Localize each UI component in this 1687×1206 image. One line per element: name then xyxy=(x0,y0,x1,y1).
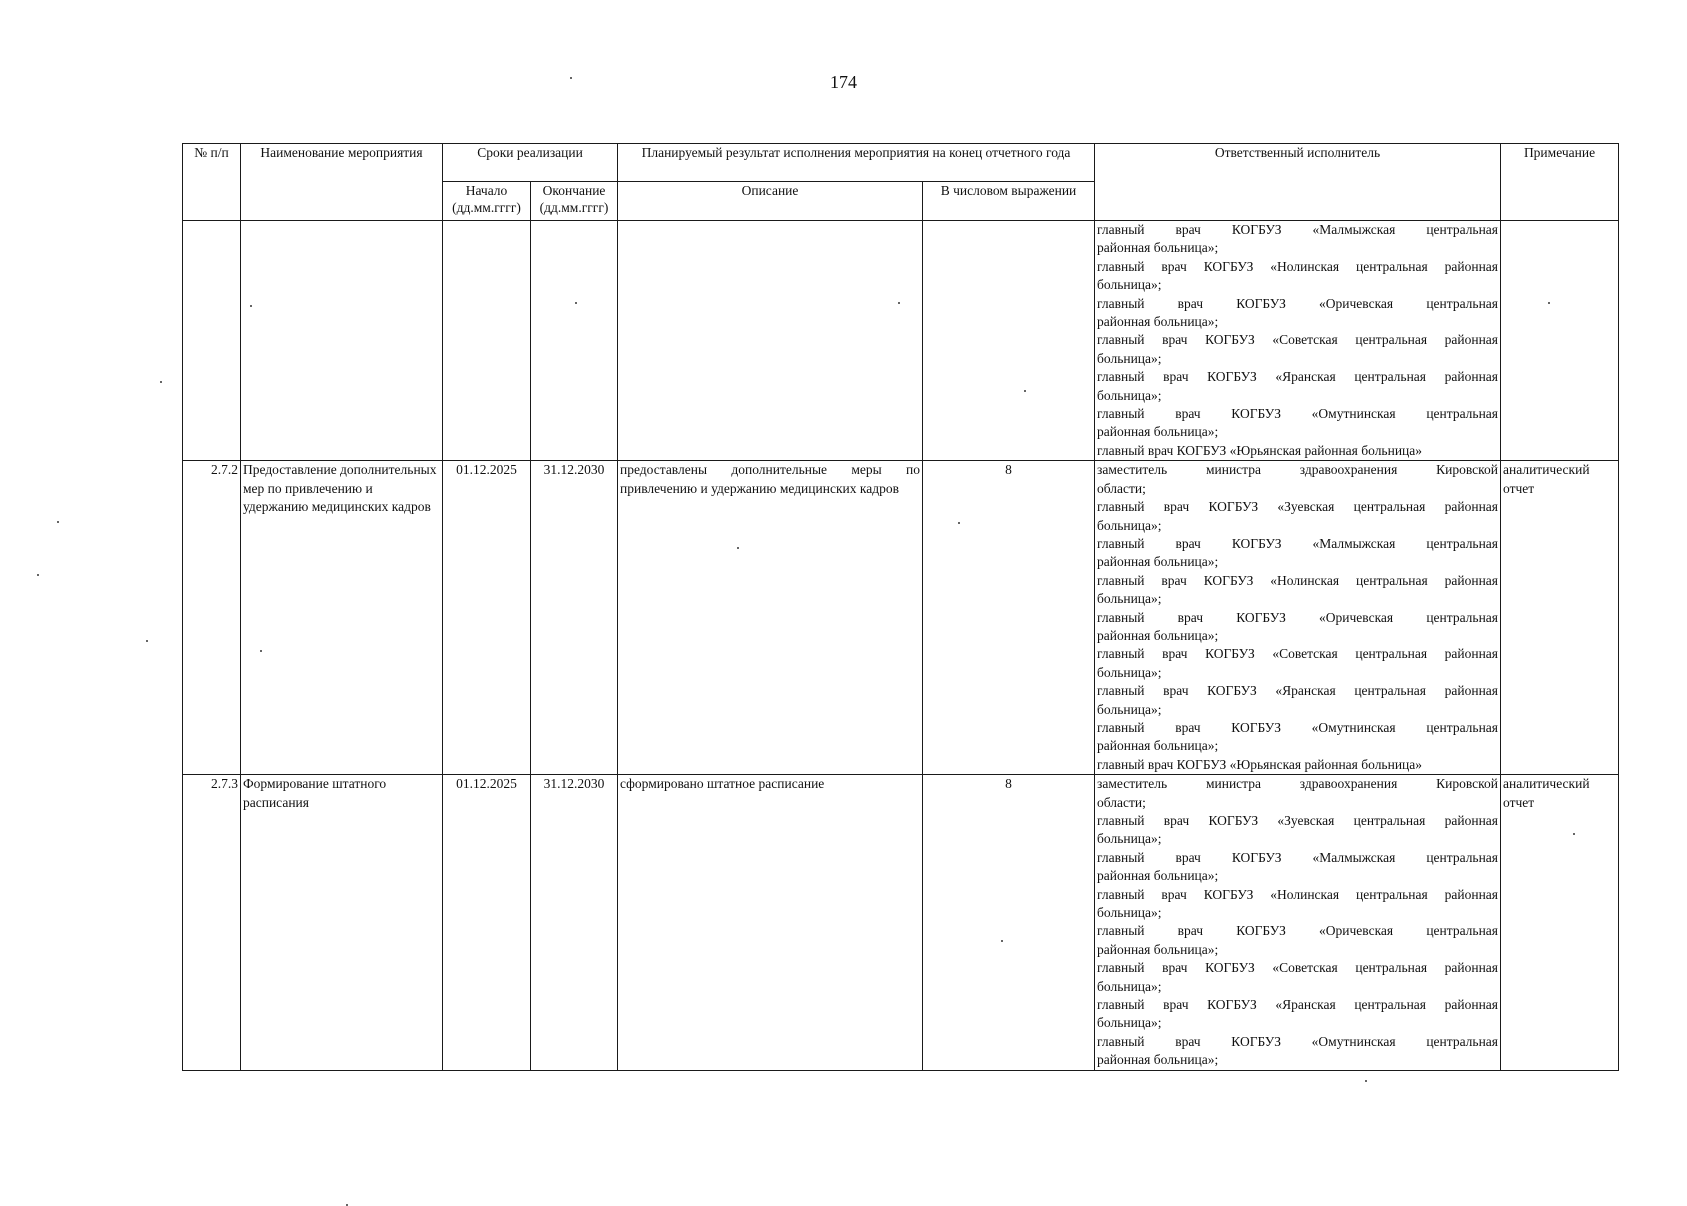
table-row-2-7-3 xyxy=(183,775,1619,1071)
executor-line: главный врач КОГБУЗ «Оричевская центральная xyxy=(1097,609,1499,625)
executor-line: заместитель министра здравоохранения Кировской xyxy=(1097,776,1499,792)
header-start-date: Начало (дд.мм.гггг) xyxy=(443,182,531,221)
executor-line: главный врач КОГБУЗ «Советская центральная районная xyxy=(1097,646,1499,662)
executor-line: районная больница»; xyxy=(1097,554,1219,570)
executor-line: районная больница»; xyxy=(1097,1052,1219,1068)
scan-speck xyxy=(250,305,252,307)
executor-line: главный врач КОГБУЗ «Оричевская центральная xyxy=(1097,923,1499,939)
executor-line: главный врач КОГБУЗ «Нолинская центральная районная xyxy=(1097,572,1499,588)
executor-line: главный врач КОГБУЗ «Малмыжская центральная xyxy=(1097,535,1499,551)
executor-line: главный врач КОГБУЗ «Зуевская центральная районная xyxy=(1097,813,1499,828)
executor-line: больница»; xyxy=(1097,978,1162,994)
header-number: № п/п xyxy=(183,144,241,221)
cell-value xyxy=(923,221,1095,461)
scan-speck xyxy=(898,302,900,304)
scan-speck xyxy=(575,302,577,304)
executor-line: больница»; xyxy=(1097,387,1162,403)
cell-start: 01.12.2025 xyxy=(443,461,531,775)
table-header xyxy=(183,144,1619,221)
executor-line: районная больница»; xyxy=(1097,424,1219,440)
executor-line: районная больница»; xyxy=(1097,240,1219,256)
table-row-continuation xyxy=(183,221,1619,461)
cell-description: предоставлены дополнительные меры по привлечению и удержанию медицинских кадров xyxy=(618,461,923,775)
activity-plan-table xyxy=(182,143,1619,1071)
header-description: Описание xyxy=(618,182,923,221)
executor-line: больница»; xyxy=(1097,664,1162,680)
cell-name: Предоставление дополнительных мер по привлечению и удержанию медицинских кадров xyxy=(241,461,443,775)
cell-start: 01.12.2025 xyxy=(443,775,531,1071)
executor-line: главный врач КОГБУЗ «Омутнинская центральная xyxy=(1097,406,1499,422)
cell-note: аналитический отчет xyxy=(1501,461,1619,775)
cell-description: сформировано штатное расписание xyxy=(618,775,923,1071)
cell-number: 2.7.2 xyxy=(183,461,241,775)
executor-line: области; xyxy=(1097,794,1146,810)
cell-note xyxy=(1501,221,1619,461)
cell-executor xyxy=(1095,775,1501,1071)
executor-line: главный врач КОГБУЗ «Советская центральная районная xyxy=(1097,332,1499,348)
scan-speck xyxy=(260,650,262,652)
executor-line: главный врач КОГБУЗ «Омутнинская центральная xyxy=(1097,1033,1499,1049)
scan-speck xyxy=(1548,302,1550,304)
executor-line: главный врач КОГБУЗ «Яранская центральная районная xyxy=(1097,997,1499,1013)
scan-speck xyxy=(1573,833,1575,835)
executor-line: главный врач КОГБУЗ «Яранская центральная районная xyxy=(1097,683,1499,699)
header-end-date: Окончание (дд.мм.гггг) xyxy=(531,182,618,221)
cell-name: Формирование штатного расписания xyxy=(241,775,443,1071)
scan-speck xyxy=(146,640,148,642)
cell-start xyxy=(443,221,531,461)
executor-line: главный врач КОГБУЗ «Советская центральная районная xyxy=(1097,960,1499,976)
cell-name xyxy=(241,221,443,461)
cell-end xyxy=(531,221,618,461)
executor-line: заместитель министра здравоохранения Кировской xyxy=(1097,462,1499,478)
scan-speck xyxy=(1001,940,1003,942)
executor-line: больница»; xyxy=(1097,277,1162,293)
cell-value: 8 xyxy=(923,461,1095,775)
executor-line: области; xyxy=(1097,480,1146,496)
executor-line: главный врач КОГБУЗ «Малмыжская центральная xyxy=(1097,849,1499,865)
scan-speck xyxy=(1024,390,1026,392)
executor-line: районная больница»; xyxy=(1097,941,1219,957)
executor-line: больница»; xyxy=(1097,1015,1162,1031)
executor-line: районная больница»; xyxy=(1097,738,1219,754)
header-planned-result: Планируемый результат исполнения мероприятия на конец отчетного года xyxy=(618,144,1095,182)
executor-line: главный врач КОГБУЗ «Оричевская центральная xyxy=(1097,295,1499,311)
header-activity-name: Наименование мероприятия xyxy=(241,144,443,221)
executor-line: главный врач КОГБУЗ «Омутнинская центральная xyxy=(1097,719,1499,735)
executor-line: районная больница»; xyxy=(1097,314,1219,330)
executor-line: больница»; xyxy=(1097,591,1162,607)
cell-end: 31.12.2030 xyxy=(531,775,618,1071)
scan-speck xyxy=(160,381,162,383)
executor-line: больница»; xyxy=(1097,701,1162,717)
executor-line: больница»; xyxy=(1097,905,1162,921)
cell-end: 31.12.2030 xyxy=(531,461,618,775)
table-row-2-7-2 xyxy=(183,461,1619,775)
scan-speck xyxy=(958,522,960,524)
executor-line: главный врач КОГБУЗ «Зуевская центральная районная xyxy=(1097,499,1499,515)
page-number: 174 xyxy=(830,72,857,92)
cell-note: аналитический отчет xyxy=(1501,775,1619,1071)
executor-line: больница»; xyxy=(1097,350,1162,366)
header-timing: Сроки реализации xyxy=(443,144,618,182)
scan-speck xyxy=(737,547,739,549)
cell-number: 2.7.3 xyxy=(183,775,241,1071)
header-executor: Ответственный исполнитель xyxy=(1095,144,1501,221)
cell-description xyxy=(618,221,923,461)
cell-executor xyxy=(1095,221,1501,461)
header-note: Примечание xyxy=(1501,144,1619,221)
executor-line: районная больница»; xyxy=(1097,868,1219,884)
executor-line: больница»; xyxy=(1097,517,1162,533)
scan-speck xyxy=(57,521,59,523)
executor-line: главный врач КОГБУЗ «Нолинская центральная районная xyxy=(1097,258,1499,274)
scan-speck xyxy=(37,574,39,576)
scan-speck xyxy=(1365,1080,1367,1082)
executor-line: главный врач КОГБУЗ «Яранская центральная районная xyxy=(1097,369,1499,385)
executor-line: главный врач КОГБУЗ «Малмыжская центральная xyxy=(1097,222,1499,237)
cell-value: 8 xyxy=(923,775,1095,1071)
scan-speck xyxy=(570,77,572,79)
executor-line: главный врач КОГБУЗ «Юрьянская районная больница» xyxy=(1097,442,1423,458)
cell-executor xyxy=(1095,461,1501,775)
cell-number xyxy=(183,221,241,461)
executor-line: больница»; xyxy=(1097,831,1162,847)
header-numeric-value: В числовом выражении xyxy=(923,182,1095,221)
executor-line: главный врач КОГБУЗ «Юрьянская районная больница» xyxy=(1097,756,1423,772)
executor-line: районная больница»; xyxy=(1097,627,1219,643)
executor-line: главный врач КОГБУЗ «Нолинская центральная районная xyxy=(1097,886,1499,902)
